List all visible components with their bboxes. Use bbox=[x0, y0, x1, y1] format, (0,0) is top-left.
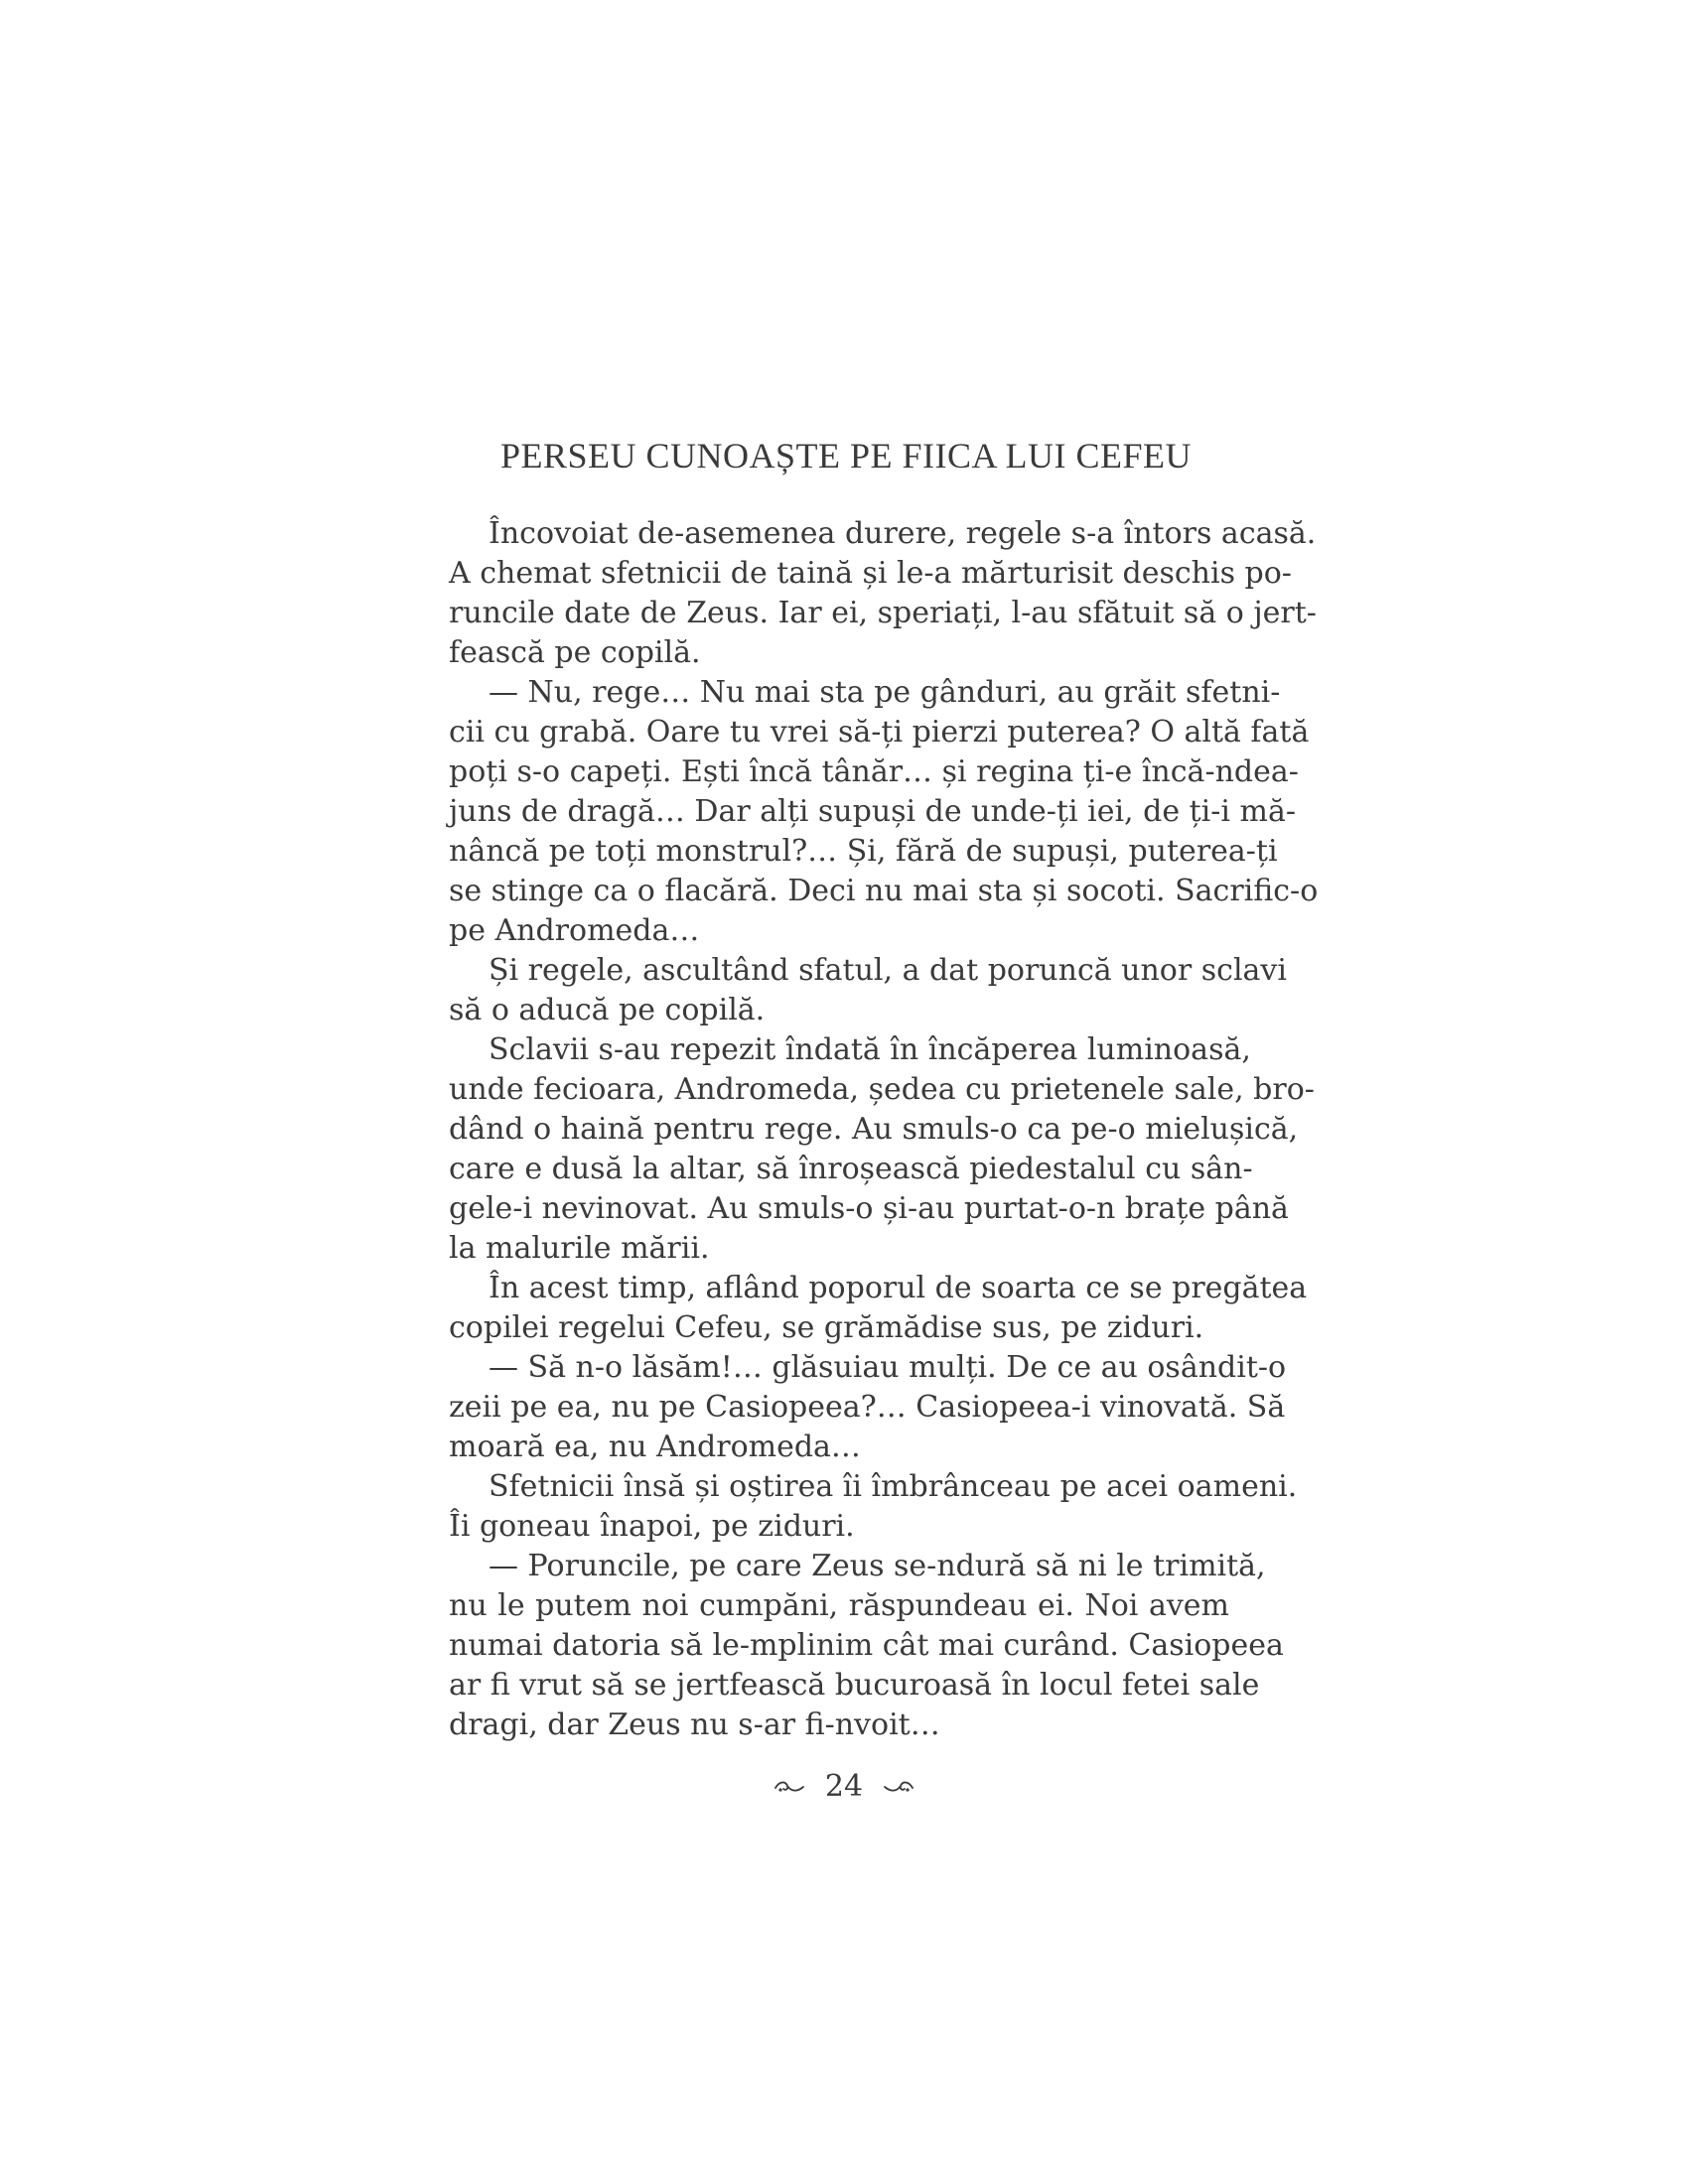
text-line: se stinge ca o flacără. Deci nu mai sta și socoti. Sacrific-o bbox=[449, 874, 1319, 908]
text-line: dragi, dar Zeus nu s-ar fi-nvoit… bbox=[449, 1707, 940, 1742]
text-line: la malurile mării. bbox=[449, 1231, 710, 1266]
page-footer bbox=[747, 1767, 941, 1807]
fleuron-right-icon bbox=[883, 1778, 914, 1796]
text-line: care e dusă la altar, să înroșească piedestalul cu sân- bbox=[449, 1152, 1253, 1186]
text-line: nâncă pe toți monstrul?… Și, fără de supuși, puterea-ți bbox=[449, 834, 1278, 869]
text-line: În acest timp, aflând poporul de soarta ce se pregătea bbox=[489, 1271, 1308, 1305]
text-line: zeii pe ea, nu pe Casiopeea?… Casiopeea-i vinovată. Să bbox=[449, 1390, 1286, 1425]
text-line: Încovoiat de-asemenea durere, regele s-a întors acasă. bbox=[489, 516, 1317, 551]
text-line: cii cu grabă. Oare tu vrei să-ți pierzi puterea? O altă fată bbox=[449, 715, 1310, 750]
text-line: poți s-o capeți. Ești încă tânăr… și regina ți-e încă-ndea- bbox=[449, 754, 1299, 789]
text-line: să o aducă pe copilă. bbox=[449, 993, 766, 1027]
text-line: A chemat sfetnicii de taină și le-a mărturisit deschis po- bbox=[449, 556, 1292, 591]
text-line: Sfetnicii însă și oștirea îi îmbrânceau pe acei oameni. bbox=[489, 1469, 1298, 1504]
chapter-title: PERSEU CUNOAȘTE PE FIICA LUI CEFEU bbox=[499, 436, 1193, 476]
text-line: runcile date de Zeus. Iar ei, speriați, l-au sfătuit să o jert- bbox=[449, 596, 1317, 630]
text-line: — Nu, rege… Nu mai sta pe gânduri, au grăit sfetni- bbox=[489, 675, 1281, 710]
text-line: Sclavii s-au repezit îndată în încăperea luminoasă, bbox=[489, 1032, 1251, 1067]
text-line: nu le putem noi cumpăni, răspundeau ei. Noi avem bbox=[449, 1588, 1229, 1623]
text-line: gele-i nevinovat. Au smuls-o și-au purtat-o-n brațe până bbox=[449, 1191, 1289, 1226]
text-line: moară ea, nu Andromeda… bbox=[449, 1430, 861, 1464]
text-line: unde fecioara, Andromeda, ședea cu prietenele sale, bro- bbox=[449, 1072, 1315, 1107]
text-line: numai datoria să le-mplinim cât mai curând. Casiopeea bbox=[449, 1628, 1284, 1663]
text-line: copilei regelui Cefeu, se grămădise sus, pe ziduri. bbox=[449, 1310, 1204, 1345]
text-line: juns de dragă… Dar alți supuși de unde-ți iei, de ți-i mă- bbox=[449, 794, 1296, 829]
text-line: — Să n-o lăsăm!… glăsuiau mulți. De ce au osândit-o bbox=[489, 1350, 1287, 1385]
text-line: dând o haină pentru rege. Au smuls-o ca pe-o mielușică, bbox=[449, 1112, 1299, 1147]
text-line: Și regele, ascultând sfatul, a dat poruncă unor sclavi bbox=[489, 953, 1287, 988]
text-line: fească pe copilă. bbox=[449, 635, 701, 670]
page-number: 24 bbox=[824, 1769, 864, 1804]
text-line: — Poruncile, pe care Zeus se-ndură să ni le trimită, bbox=[489, 1549, 1266, 1583]
body-text bbox=[449, 514, 1319, 1745]
text-line: ar fi vrut să se jertfească bucuroasă în locul fetei sale bbox=[449, 1668, 1260, 1703]
text-line: Îi goneau înapoi, pe ziduri. bbox=[449, 1509, 855, 1544]
fleuron-left-icon bbox=[774, 1778, 805, 1796]
text-line: pe Andromeda… bbox=[449, 913, 700, 948]
